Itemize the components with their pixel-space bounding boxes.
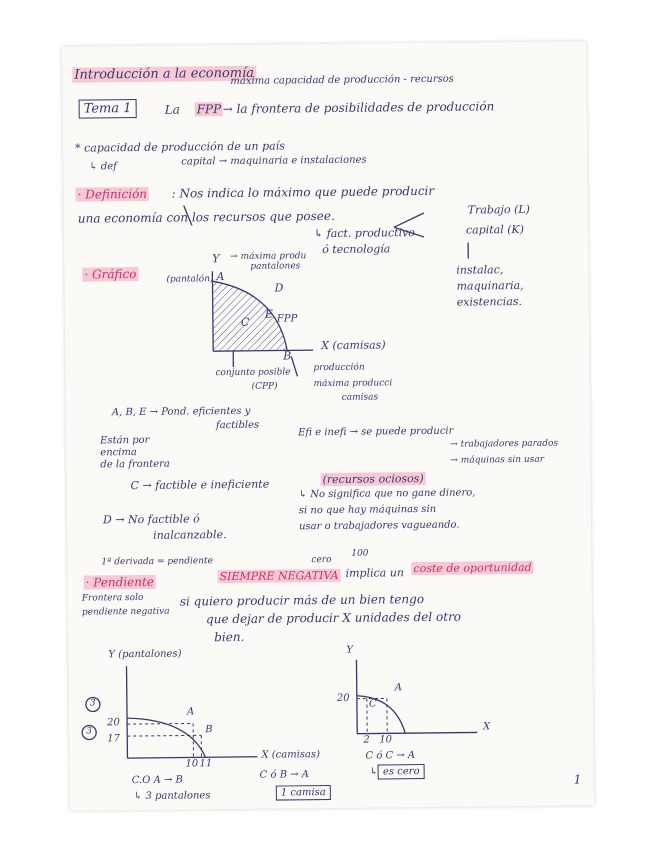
- estan-1: Están por: [100, 434, 150, 447]
- abe-line: A, B, E → Pond. eficientes y: [111, 405, 251, 419]
- derivada-tail: 100: [351, 548, 369, 559]
- definicion-text-2: una economía con los recursos que posee.: [77, 208, 335, 226]
- d-note-3: usar o trabajadores vagueando.: [298, 519, 460, 533]
- point-c: C: [240, 315, 250, 329]
- page-number: 1: [573, 772, 582, 787]
- graph1-fpp: FPP: [276, 313, 298, 325]
- graph3-20: 20: [336, 692, 350, 704]
- pendiente-text-2: que dejar de producir X unidades del otro: [205, 609, 462, 627]
- tema-text: La: [164, 102, 180, 117]
- cost-graphs: [62, 41, 594, 810]
- graph2-y-axis: [127, 666, 128, 758]
- grafico-label: · Gráfico: [84, 266, 137, 282]
- graph2-guide-20: [127, 723, 193, 724]
- graph1-a-note-2: pantalones: [250, 261, 301, 272]
- point-e: E: [264, 307, 273, 321]
- pendiente-label: · Pendiente: [85, 574, 154, 590]
- instalac-1: instalac,: [456, 263, 504, 277]
- graph2-co: C.O A → B: [131, 774, 183, 787]
- pendiente-text-1: si quiero producir más de un bien tengo: [179, 592, 425, 609]
- graph2-a: A: [186, 706, 195, 718]
- tecnologia: ó tecnología: [322, 242, 391, 257]
- graph1-x: X (camisas): [321, 338, 386, 353]
- trabajo-l: Trabajo (L): [467, 202, 530, 217]
- derivada-frac: cero: [311, 554, 332, 566]
- instalac-2: maquinaria,: [456, 278, 524, 293]
- graph2-y: Y (pantalones): [108, 648, 182, 661]
- tema-label: Tema 1: [79, 102, 137, 116]
- graph2-co2-result: 1 camisa: [276, 788, 331, 799]
- instalac-3: existencias.: [456, 294, 523, 309]
- point-d: D: [274, 281, 284, 295]
- graph3-2: 2: [363, 734, 370, 746]
- recursos-ociosos: (recursos ociosos): [322, 472, 424, 487]
- graph2-11: 11: [199, 758, 213, 770]
- factibles: factibles: [215, 419, 260, 432]
- d-note-2: si no que hay máquinas sin: [298, 503, 437, 517]
- graph3-x: X: [483, 721, 491, 733]
- graph2-co-result: ↳ 3 pantalones: [133, 790, 211, 803]
- max-camisas-1: producción: [313, 362, 365, 374]
- graph2-co2: C ó B → A: [259, 769, 310, 781]
- derivada-text: 1ª derivada = pendiente: [101, 556, 214, 568]
- capital-k: capital (K): [465, 222, 525, 237]
- graph2-10: 10: [185, 758, 199, 770]
- graph3-x-axis: [357, 732, 477, 733]
- graph1-a-note-1: → máxima produ: [230, 251, 307, 263]
- estan-3: de la frontera: [100, 458, 170, 471]
- graph2-17: 17: [107, 733, 121, 745]
- fpp-note: máxima capacidad de producción - recursos: [230, 73, 454, 88]
- page-title: Introducción a la economía: [74, 65, 255, 83]
- frontera-solo-1: Frontera solo: [81, 592, 144, 604]
- capacidad-line: * capacidad de producción de un país: [75, 139, 285, 155]
- fpp-label: FPP: [196, 102, 222, 117]
- c-line: C → factible e ineficiente: [130, 477, 270, 493]
- graph3-co-result: ↳ es cero: [370, 767, 425, 778]
- graph3-curve: [357, 695, 405, 734]
- graph3-y-axis: [356, 660, 357, 734]
- conjunto-1: conjunto posible: [215, 367, 291, 379]
- graph2-b: B: [205, 724, 213, 736]
- pendiente-text-3: bien.: [214, 629, 245, 645]
- def-note: ↳ def: [89, 161, 117, 173]
- graph3-y: Y: [346, 644, 354, 656]
- max-camisas-3: camisas: [341, 392, 379, 403]
- d-note-1: ↳ No significa que no gane dinero,: [298, 487, 476, 501]
- graph2-x: X (camisas): [261, 749, 321, 761]
- implica-text: implica un: [345, 566, 405, 580]
- graph2-20: 20: [107, 717, 120, 729]
- graph3-a: A: [394, 682, 403, 694]
- max-camisas-2: máxima producci: [313, 378, 393, 390]
- graph3-10: 10: [379, 734, 393, 746]
- d-line-1: D → No factible ó: [102, 512, 200, 527]
- ocioso-note-2: → máquinas sin usar: [450, 454, 545, 466]
- d-line-2: inalcanzable.: [153, 528, 227, 542]
- fact-productivo: ↳ fact. productivo: [313, 226, 415, 241]
- graph1-y: Y: [212, 252, 220, 266]
- efi-note: Efi e inefi → se puede producir: [298, 425, 454, 439]
- graph1-y-unit: (pantalón): [166, 274, 214, 285]
- estan-2: encima: [100, 447, 137, 459]
- frontera-solo-2: pendiente negativa: [81, 606, 170, 618]
- definicion-label: · Definición: [77, 186, 148, 202]
- coste-oportunidad: coste de oportunidad: [413, 560, 532, 576]
- ocioso-note-1: → trabajadores parados: [450, 438, 559, 450]
- capital-note: capital → maquinaria e instalaciones: [181, 154, 367, 168]
- circle-3-mid-label: 3: [86, 726, 92, 737]
- point-b: B: [283, 349, 292, 363]
- siempre-negativa: SIEMPRE NEGATIVA: [219, 568, 339, 584]
- notebook-page: [62, 41, 594, 810]
- point-a: A: [216, 270, 225, 284]
- conjunto-2: (CPP): [251, 381, 278, 392]
- definicion-text-1: : Nos indica lo máximo que puede producir: [171, 183, 435, 201]
- graph3-co: C ó C → A: [365, 750, 416, 762]
- tema-definition: → la frontera de posibilidades de producción: [222, 99, 495, 117]
- graph3-c: C: [368, 698, 377, 710]
- circle-3-top-label: 3: [89, 698, 96, 709]
